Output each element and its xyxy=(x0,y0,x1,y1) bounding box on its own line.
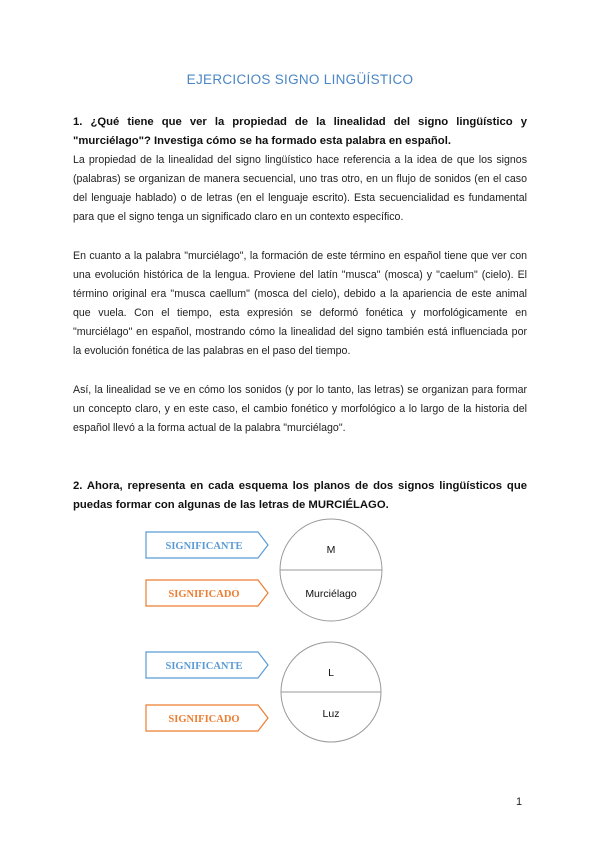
scheme-2 xyxy=(146,642,381,742)
significado-label: SIGNIFICADO xyxy=(168,589,240,600)
scheme-1 xyxy=(146,519,382,621)
page-title: EJERCICIOS SIGNO LINGÜÍSTICO xyxy=(186,72,414,87)
paragraph-2: En cuanto a la palabra "murciélago", la formación de este término en español tiene que ver con una evolución histórica de la lengua. Proviene del latín "musca" (mosca) y "caelum" (cielo). El término original era "musca caellum" (mosca del cielo), debido a la apariencia de este animal que vuela. Con el tiempo, esta expresión se deformó fonética y morfológicamente en "murciélago" en español, mostrando cómo la linealidad del signo también está influenciada por la evolución fonética de las palabras en el paso del tiempo. xyxy=(73,250,527,357)
significante-label: SIGNIFICANTE xyxy=(165,541,243,552)
paragraph-1: La propiedad de la linealidad del signo lingüístico hace referencia a la idea de que los signos (palabras) se organizan de manera secuencial, uno tras otro, en un flujo de sonidos (en el caso del lenguaje hablado) o de letras (en el lenguaje escrito). Esta secuencialidad es fundamental para que el signo tenga un significado claro en un contexto específico. xyxy=(73,154,527,223)
question-1: 1. ¿Qué tiene que ver la propiedad de la linealidad del signo lingüístico y "murciélago"? Investiga cómo se ha formado esta palabra en español. xyxy=(73,116,527,147)
significante-value: M xyxy=(326,544,336,556)
significante-value: L xyxy=(328,667,334,679)
significado-value: Murciélago xyxy=(305,588,357,600)
question-2: 2. Ahora, representa en cada esquema los planos de dos signos lingüísticos que puedas formar con algunas de las letras de MURCIÉLAGO. xyxy=(73,480,527,511)
page-number: 1 xyxy=(516,796,523,808)
significante-label: SIGNIFICANTE xyxy=(165,661,243,672)
significado-label: SIGNIFICADO xyxy=(168,714,240,725)
significado-value: Luz xyxy=(322,708,340,720)
paragraph-3: Así, la linealidad se ve en cómo los sonidos (y por lo tanto, las letras) se organizan para formar un concepto claro, y en este caso, el cambio fonético y morfológico a lo largo de la historia del español llevó a la forma actual de la palabra "murciélago". xyxy=(73,384,527,434)
